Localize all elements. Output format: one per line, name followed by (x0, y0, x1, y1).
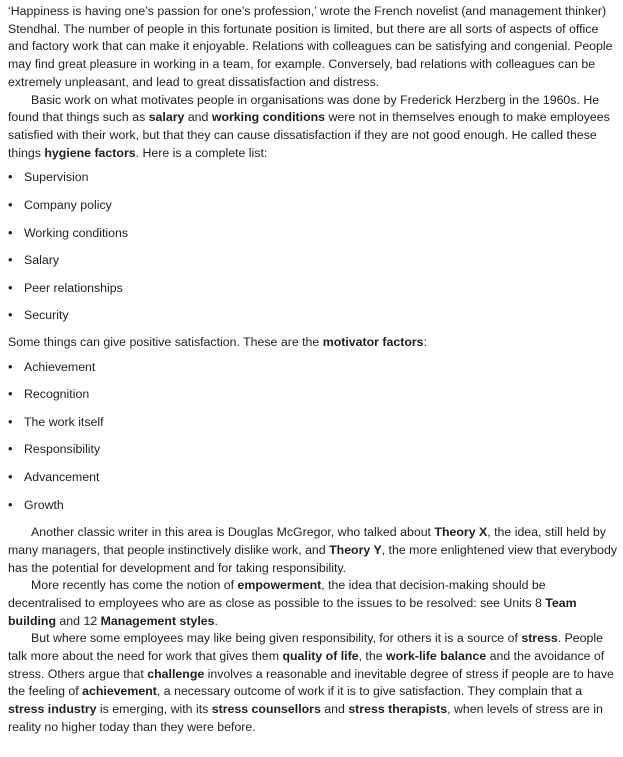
term-salary: salary (148, 110, 185, 125)
list-item: • Growth (8, 495, 620, 523)
motivator-intro (8, 334, 620, 352)
list-item: • Company policy (8, 195, 620, 223)
text-run: , the idea, still held by many managers, that people instinctively dislike work, and (8, 525, 606, 557)
text-run: Another classic writer in this area is Douglas McGregor, who talked about (31, 525, 435, 540)
term-stress: stress (521, 631, 558, 646)
text-run: , the more enlightened view that everybody has the potential for development and for taking responsibility. (8, 542, 618, 575)
text-run: and (184, 110, 212, 125)
term-quality-of-life: quality of life (282, 649, 359, 664)
list-item: • Achievement (8, 357, 620, 385)
document-page (8, 3, 620, 737)
text-run: Basic work on what motivates people in organisations was done by Frederick Herzberg in the 1960s. He found that things such as (8, 92, 600, 125)
text-run: and (320, 702, 349, 717)
list-item: • Working conditions (8, 223, 620, 251)
term-challenge: challenge (147, 666, 205, 681)
term-management-styles: Management styles (100, 613, 215, 628)
text-run: , a necessary outcome of work if it is to give satisfaction. They complain that a (156, 684, 583, 699)
empowerment-paragraph (8, 577, 620, 630)
term-stress-industry: stress industry (8, 702, 97, 717)
term-theory-y: Theory Y (329, 542, 382, 557)
list-item: • Recognition (8, 384, 620, 412)
herzberg-paragraph (8, 92, 620, 163)
list-item: • Salary (8, 250, 620, 278)
text-run: , the idea that decision-making should be decentralised to employees who are as close as possible to the issues to be resolved: see Units 8 (8, 578, 546, 610)
list-item: • Responsibility (8, 439, 620, 467)
term-stress-counsellors: stress counsellors (211, 702, 321, 717)
text-run: . Here is a complete list: (135, 145, 268, 160)
hygiene-factors-list (8, 167, 620, 333)
term-work-life-balance: work-life balance (386, 649, 487, 664)
list-item: • Advancement (8, 467, 620, 495)
text-run: , when levels of stress are in reality no higher today than they were before. (8, 702, 603, 734)
mcgregor-paragraph (8, 524, 620, 577)
term-hygiene-factors: hygiene factors (44, 145, 136, 160)
term-working-conditions: working conditions (211, 110, 326, 125)
term-empowerment: empowerment (237, 578, 322, 593)
text-run: : (423, 334, 427, 349)
term-motivator-factors: motivator factors (322, 334, 424, 349)
text-run: . (214, 613, 218, 628)
list-item: • Security (8, 305, 620, 333)
text-run: and the avoidance of stress. Others argue that (8, 649, 605, 681)
text-run: But where some employees may like being given responsibility, for others it is a source of (31, 631, 522, 646)
text-run: is emerging, with its (96, 702, 212, 717)
text-run: and 12 (56, 613, 101, 628)
text-run: More recently has come the notion of (31, 578, 238, 593)
text-run: . People talk more about the need for work that gives them (8, 631, 603, 664)
motivator-factors-list (8, 357, 620, 523)
list-item: • The work itself (8, 412, 620, 440)
text-run: Some things can give positive satisfaction. These are the (8, 334, 323, 349)
list-item: • Supervision (8, 167, 620, 195)
text-run: involves a reasonable and inevitable degree of stress if people are to have the feeling of (8, 666, 614, 699)
intro-paragraph: ‘Happiness is having one’s passion for one’s profession,’ wrote the French novelist (and management thinker) Stendhal. The number of people in this fortunate position is limited, but there are all sorts of aspects of office and factory work that can make it enjoyable. Relations with colleagues can be satisfying and congenial. People may find great pleasure in working in a team, for example. Conversely, bad relations with colleagues can be extremely unpleasant, and lead to great dissatisfaction and distress. (8, 4, 613, 89)
term-stress-therapists: stress therapists (348, 702, 448, 717)
term-achievement: achievement (82, 684, 157, 699)
term-theory-x: Theory X (434, 525, 488, 540)
term-team-building: Team building (8, 595, 577, 628)
stress-paragraph (8, 630, 620, 736)
text-run: , the (358, 649, 387, 664)
list-item: • Peer relationships (8, 278, 620, 306)
text-run: were not in themselves enough to make employees satisfied with their work, but that they can cause dissatisfaction if they are not good enough. He called these things (8, 110, 610, 160)
